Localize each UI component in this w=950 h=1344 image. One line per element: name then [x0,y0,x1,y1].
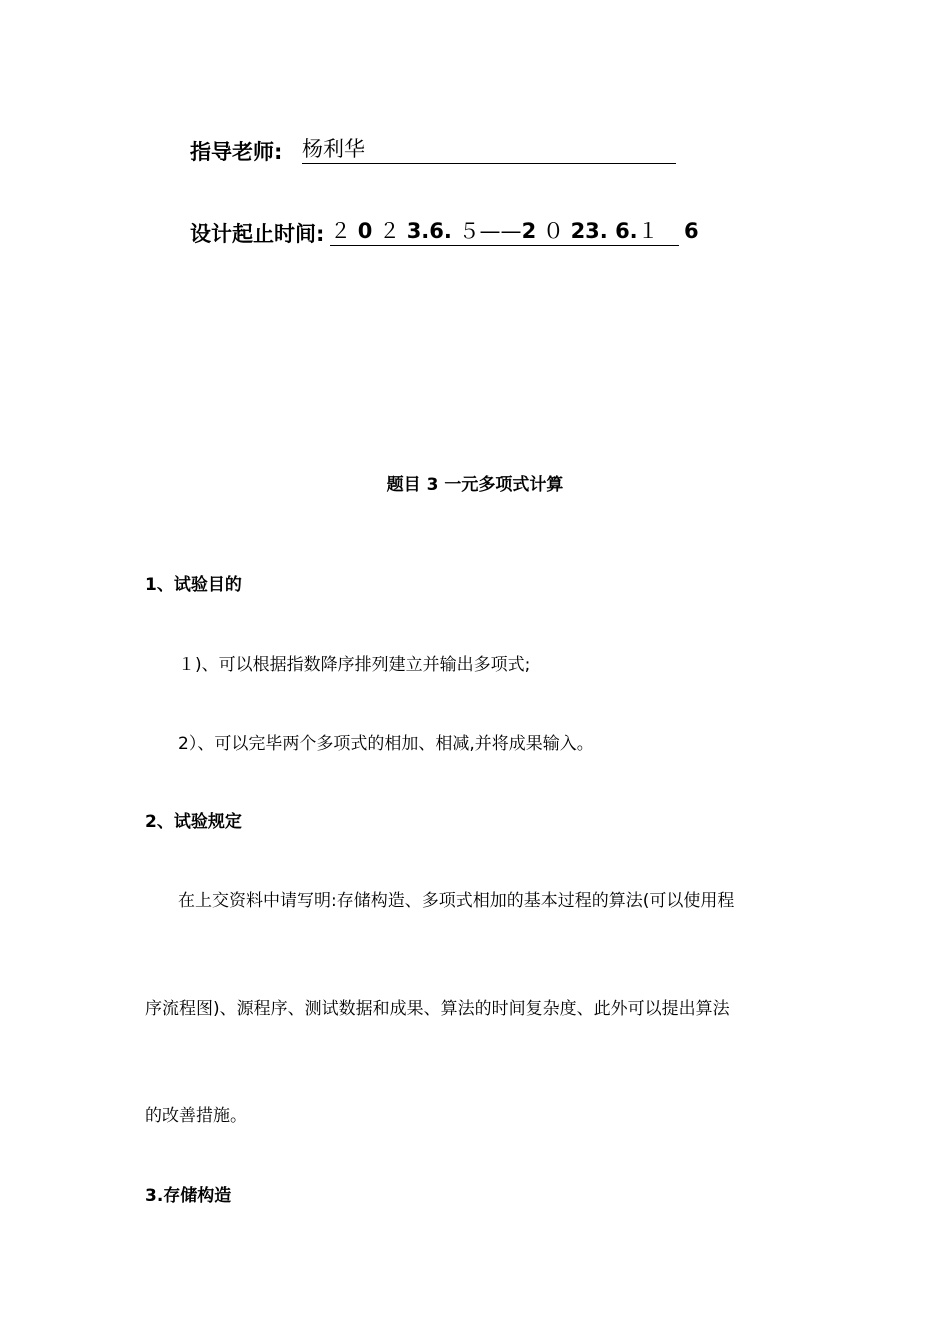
document-title: 题目 3 一元多项式计算 [386,475,564,495]
design-period-value: ２ 0 ２ 3.6. ５——2 ０ 23. 6.１ [330,218,679,246]
requirements-line-3: 的改善措施。 [145,1106,247,1126]
design-period-tail: 6 [684,219,699,243]
requirements-line-1: 在上交资料中请写明:存储构造、多项式相加的基本过程的算法(可以使用程 [178,891,735,911]
advisor-label: 指导老师: [190,140,283,164]
section-heading-storage: 3.存储构造 [145,1186,232,1206]
section-heading-requirements: 2、试验规定 [145,812,242,832]
section-heading-objective: 1、试验目的 [145,575,242,595]
objective-item-2: 2）、可以完毕两个多项式的相加、相减,并将成果输入。 [178,734,594,754]
advisor-name: 杨利华 [302,136,676,164]
requirements-line-2: 序流程图)、源程序、测试数据和成果、算法的时间复杂度、此外可以提出算法 [145,999,730,1019]
objective-item-1: １)、可以根据指数降序排列建立并输出多项式; [178,655,531,675]
design-period-label: 设计起止时间: [190,222,325,246]
